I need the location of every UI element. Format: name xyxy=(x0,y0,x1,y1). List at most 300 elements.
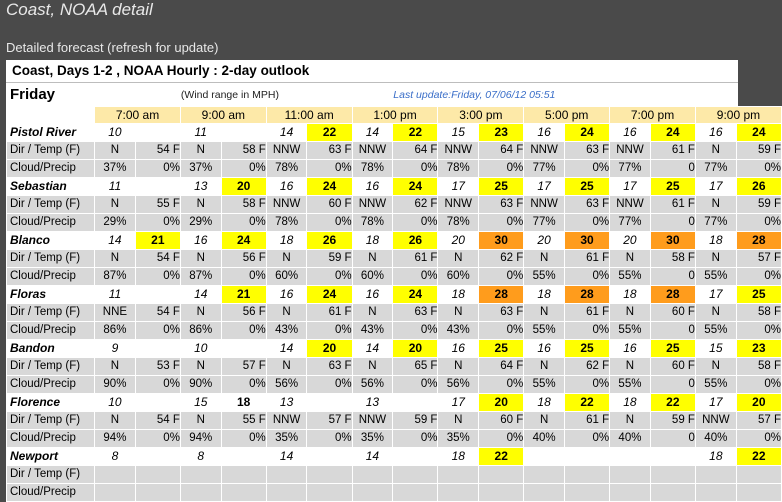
wind-direction: N xyxy=(524,412,565,430)
wind-gust: 20 xyxy=(479,394,524,412)
wind-gust xyxy=(393,448,438,466)
precip-chance: 0% xyxy=(479,430,524,448)
temperature: 59 F xyxy=(307,250,352,268)
time-header: 7:00 am xyxy=(95,107,181,124)
cloud-cover: 77% xyxy=(695,214,736,232)
wind-gust: 22 xyxy=(307,124,352,142)
wind-speed: 16 xyxy=(438,340,479,358)
wind-direction: N xyxy=(180,196,221,214)
wind-speed: 15 xyxy=(438,124,479,142)
wind-speed: 16 xyxy=(695,124,736,142)
temperature: 54 F xyxy=(135,304,180,322)
wind-gust: 22 xyxy=(736,448,781,466)
precip-chance: 0% xyxy=(221,160,266,178)
wind-direction: N xyxy=(95,196,136,214)
wind-gust: 22 xyxy=(564,394,609,412)
cloud-precip-label: Cloud/Precip xyxy=(7,484,95,502)
wind-speed: 16 xyxy=(524,340,565,358)
precip-chance xyxy=(393,484,438,502)
cloud-cover: 35% xyxy=(438,430,479,448)
temperature: 56 F xyxy=(221,304,266,322)
temperature: 57 F xyxy=(736,250,781,268)
temperature xyxy=(650,466,695,484)
wind-direction: NNW xyxy=(438,196,479,214)
wind-direction: N xyxy=(95,358,136,376)
dir-temp-label: Dir / Temp (F) xyxy=(7,466,95,484)
wind-speed: 16 xyxy=(610,340,651,358)
cloud-cover: 55% xyxy=(610,268,651,286)
wind-direction: N xyxy=(610,358,651,376)
cloud-cover: 77% xyxy=(524,214,565,232)
wind-direction: N xyxy=(95,412,136,430)
wind-direction: N xyxy=(695,250,736,268)
cloud-cover: 87% xyxy=(180,268,221,286)
precip-chance: 0% xyxy=(736,214,781,232)
cloud-cover: 55% xyxy=(695,376,736,394)
cloud-cover: 60% xyxy=(352,268,393,286)
wind-direction: NNE xyxy=(95,304,136,322)
time-header: 3:00 pm xyxy=(438,107,524,124)
wind-gust: 24 xyxy=(650,124,695,142)
cloud-cover: 90% xyxy=(180,376,221,394)
temperature: 64 F xyxy=(393,142,438,160)
wind-speed: 18 xyxy=(438,286,479,304)
wind-direction: N xyxy=(524,358,565,376)
temperature: 59 F xyxy=(736,196,781,214)
wind-direction xyxy=(180,466,221,484)
dir-temp-row xyxy=(7,358,782,376)
wind-gust: 26 xyxy=(393,232,438,250)
wind-gust: 26 xyxy=(307,232,352,250)
station-name[interactable]: Blanco xyxy=(7,232,95,250)
cloud-cover xyxy=(95,484,136,502)
cloud-precip-label: Cloud/Precip xyxy=(7,430,95,448)
cloud-cover xyxy=(524,484,565,502)
cloud-cover: 55% xyxy=(610,322,651,340)
wind-gust xyxy=(307,448,352,466)
wind-gust: 25 xyxy=(479,178,524,196)
wind-gust: 22 xyxy=(479,448,524,466)
wind-speed: 8 xyxy=(180,448,221,466)
wind-speed: 16 xyxy=(610,124,651,142)
wind-direction: NNW xyxy=(610,142,651,160)
precip-chance: 0% xyxy=(564,268,609,286)
wind-speed: 17 xyxy=(610,178,651,196)
cloud-cover: 94% xyxy=(180,430,221,448)
wind-direction: N xyxy=(266,358,307,376)
wind-speed: 16 xyxy=(352,286,393,304)
wind-speed: 15 xyxy=(180,394,221,412)
wind-gust: 23 xyxy=(736,340,781,358)
wind-gust xyxy=(564,448,609,466)
cloud-cover: 94% xyxy=(95,430,136,448)
cloud-cover: 29% xyxy=(180,214,221,232)
cloud-precip-row xyxy=(7,484,782,502)
cloud-cover: 35% xyxy=(266,430,307,448)
temperature: 58 F xyxy=(736,304,781,322)
wind-gust: 21 xyxy=(135,232,180,250)
temperature: 63 F xyxy=(479,196,524,214)
precip-chance xyxy=(564,484,609,502)
wind-direction: NNW xyxy=(352,412,393,430)
cloud-precip-row xyxy=(7,160,782,178)
temperature: 63 F xyxy=(393,304,438,322)
temperature: 55 F xyxy=(135,196,180,214)
wind-gust xyxy=(221,448,266,466)
wind-speed: 10 xyxy=(180,340,221,358)
wind-speed: 18 xyxy=(695,448,736,466)
temperature: 54 F xyxy=(135,250,180,268)
cloud-cover: 90% xyxy=(95,376,136,394)
wind-direction: NNW xyxy=(610,196,651,214)
precip-chance: 0% xyxy=(307,214,352,232)
cloud-cover: 56% xyxy=(266,376,307,394)
precip-chance xyxy=(307,484,352,502)
cloud-precip-label: Cloud/Precip xyxy=(7,322,95,340)
cloud-cover: 56% xyxy=(438,376,479,394)
wind-gust xyxy=(135,394,180,412)
forecast-panel xyxy=(6,60,781,498)
temperature: 61 F xyxy=(650,196,695,214)
wind-direction xyxy=(266,466,307,484)
wind-direction: N xyxy=(695,196,736,214)
wind-speed: 18 xyxy=(266,232,307,250)
wind-gust xyxy=(135,340,180,358)
wind-gust: 25 xyxy=(736,286,781,304)
dir-temp-label: Dir / Temp (F) xyxy=(7,304,95,322)
wind-speed: 8 xyxy=(95,448,136,466)
temperature: 58 F xyxy=(736,358,781,376)
cloud-cover: 77% xyxy=(610,160,651,178)
temperature: 61 F xyxy=(307,304,352,322)
cloud-cover: 77% xyxy=(524,160,565,178)
temperature: 59 F xyxy=(650,412,695,430)
wind-gust: 24 xyxy=(736,124,781,142)
wind-speed: 20 xyxy=(524,232,565,250)
wind-direction: NNW xyxy=(266,196,307,214)
precip-chance: 0% xyxy=(307,430,352,448)
dir-temp-label: Dir / Temp (F) xyxy=(7,412,95,430)
cloud-cover: 86% xyxy=(95,322,136,340)
dir-temp-row xyxy=(7,142,782,160)
precip-chance: 0% xyxy=(479,160,524,178)
wind-direction: NNW xyxy=(352,196,393,214)
wind-direction: N xyxy=(438,412,479,430)
wind-direction xyxy=(352,466,393,484)
station-row xyxy=(7,394,782,412)
station-name[interactable]: Florence xyxy=(7,394,95,412)
station-row xyxy=(7,448,782,466)
wind-direction xyxy=(610,466,651,484)
wind-speed: 13 xyxy=(266,394,307,412)
wind-direction xyxy=(695,466,736,484)
station-row xyxy=(7,286,782,304)
precip-chance: 0% xyxy=(479,322,524,340)
temperature xyxy=(479,466,524,484)
cloud-cover: 77% xyxy=(695,160,736,178)
temperature: 58 F xyxy=(221,142,266,160)
wind-speed: 16 xyxy=(524,124,565,142)
temperature: 54 F xyxy=(135,412,180,430)
precip-chance: 0% xyxy=(221,268,266,286)
precip-chance: 0% xyxy=(221,430,266,448)
wind-gust: 30 xyxy=(650,232,695,250)
precip-chance: 0% xyxy=(564,430,609,448)
precip-chance: 0 xyxy=(650,376,695,394)
wind-direction: N xyxy=(695,142,736,160)
cloud-cover xyxy=(438,484,479,502)
precip-chance xyxy=(135,484,180,502)
cloud-cover: 35% xyxy=(352,430,393,448)
wind-speed xyxy=(610,448,651,466)
precip-chance: 0% xyxy=(564,322,609,340)
wind-direction: N xyxy=(180,142,221,160)
precip-chance: 0% xyxy=(564,160,609,178)
wind-gust: 28 xyxy=(564,286,609,304)
precip-chance: 0% xyxy=(393,430,438,448)
wind-speed: 9 xyxy=(95,340,136,358)
temperature: 57 F xyxy=(736,412,781,430)
wind-gust: 28 xyxy=(479,286,524,304)
cloud-cover: 78% xyxy=(266,160,307,178)
temperature: 57 F xyxy=(307,412,352,430)
precip-chance xyxy=(221,484,266,502)
cloud-precip-label: Cloud/Precip xyxy=(7,160,95,178)
temperature: 56 F xyxy=(221,250,266,268)
wind-speed: 17 xyxy=(695,286,736,304)
wind-gust: 24 xyxy=(307,178,352,196)
cloud-precip-row xyxy=(7,322,782,340)
wind-speed: 18 xyxy=(352,232,393,250)
precip-chance: 0% xyxy=(307,160,352,178)
temperature: 63 F xyxy=(307,358,352,376)
precip-chance: 0% xyxy=(307,322,352,340)
precip-chance: 0 xyxy=(650,160,695,178)
cloud-cover: 60% xyxy=(266,268,307,286)
dir-temp-row xyxy=(7,466,782,484)
cloud-cover xyxy=(695,484,736,502)
temperature: 60 F xyxy=(479,412,524,430)
cloud-cover: 40% xyxy=(524,430,565,448)
temperature: 53 F xyxy=(135,358,180,376)
cloud-cover: 40% xyxy=(610,430,651,448)
precip-chance: 0% xyxy=(736,160,781,178)
wind-gust xyxy=(307,394,352,412)
wind-direction: N xyxy=(180,250,221,268)
station-name[interactable]: Pistol River xyxy=(7,124,95,142)
wind-gust: 25 xyxy=(650,340,695,358)
wind-gust xyxy=(650,448,695,466)
cloud-precip-row xyxy=(7,214,782,232)
app-title: Coast, NOAA detail xyxy=(6,0,153,19)
wind-gust xyxy=(393,394,438,412)
wind-speed: 18 xyxy=(610,286,651,304)
precip-chance: 0% xyxy=(135,214,180,232)
cloud-cover xyxy=(266,484,307,502)
precip-chance: 0% xyxy=(135,268,180,286)
cloud-cover: 78% xyxy=(352,160,393,178)
station-name[interactable]: Sebastian xyxy=(7,178,95,196)
wind-direction xyxy=(524,466,565,484)
wind-gust: 30 xyxy=(479,232,524,250)
wind-gust: 21 xyxy=(221,286,266,304)
precip-chance: 0 xyxy=(650,322,695,340)
refresh-subtitle[interactable]: Detailed forecast (refresh for update) xyxy=(6,40,219,55)
wind-gust: 20 xyxy=(736,394,781,412)
wind-speed: 17 xyxy=(695,394,736,412)
wind-gust: 30 xyxy=(564,232,609,250)
wind-gust: 25 xyxy=(650,178,695,196)
wind-gust: 24 xyxy=(393,286,438,304)
dir-temp-row xyxy=(7,196,782,214)
precip-chance xyxy=(650,484,695,502)
wind-direction: N xyxy=(438,358,479,376)
wind-direction: N xyxy=(180,358,221,376)
cloud-precip-label: Cloud/Precip xyxy=(7,214,95,232)
wind-speed: 16 xyxy=(352,178,393,196)
cloud-cover: 37% xyxy=(180,160,221,178)
cloud-cover: 37% xyxy=(95,160,136,178)
wind-speed: 18 xyxy=(524,394,565,412)
precip-chance: 0% xyxy=(479,268,524,286)
wind-gust: 20 xyxy=(221,178,266,196)
temperature: 62 F xyxy=(393,196,438,214)
station-name[interactable]: Bandon xyxy=(7,340,95,358)
station-row xyxy=(7,124,782,142)
wind-direction: N xyxy=(352,358,393,376)
cloud-cover: 78% xyxy=(352,214,393,232)
wind-speed: 11 xyxy=(95,286,136,304)
dir-temp-label: Dir / Temp (F) xyxy=(7,250,95,268)
wind-speed: 14 xyxy=(95,232,136,250)
wind-range-note: (Wind range in MPH) xyxy=(180,84,392,107)
dir-temp-row xyxy=(7,250,782,268)
precip-chance: 0% xyxy=(221,214,266,232)
wind-direction: N xyxy=(438,304,479,322)
cloud-cover: 43% xyxy=(266,322,307,340)
precip-chance: 0% xyxy=(221,376,266,394)
time-header: 11:00 am xyxy=(266,107,352,124)
wind-speed: 14 xyxy=(180,286,221,304)
wind-gust: 28 xyxy=(650,286,695,304)
cloud-cover: 55% xyxy=(610,376,651,394)
wind-gust xyxy=(135,178,180,196)
temperature: 57 F xyxy=(221,358,266,376)
wind-direction: N xyxy=(524,250,565,268)
temperature: 60 F xyxy=(650,304,695,322)
cloud-cover: 55% xyxy=(524,376,565,394)
wind-speed: 20 xyxy=(610,232,651,250)
cloud-cover xyxy=(352,484,393,502)
wind-gust: 18 xyxy=(221,394,266,412)
wind-speed: 18 xyxy=(610,394,651,412)
temperature xyxy=(564,466,609,484)
wind-speed: 20 xyxy=(438,232,479,250)
wind-speed: 14 xyxy=(352,124,393,142)
temperature xyxy=(221,466,266,484)
station-name[interactable]: Newport xyxy=(7,448,95,466)
station-row xyxy=(7,340,782,358)
wind-direction: N xyxy=(95,142,136,160)
wind-gust: 26 xyxy=(736,178,781,196)
station-row xyxy=(7,178,782,196)
dir-temp-row xyxy=(7,304,782,322)
precip-chance: 0% xyxy=(564,214,609,232)
temperature: 58 F xyxy=(650,250,695,268)
wind-speed: 14 xyxy=(352,340,393,358)
temperature: 58 F xyxy=(221,196,266,214)
time-header: 1:00 pm xyxy=(352,107,438,124)
wind-direction: N xyxy=(180,304,221,322)
wind-gust: 20 xyxy=(307,340,352,358)
time-label-cell xyxy=(7,107,95,124)
temperature xyxy=(135,466,180,484)
wind-direction: N xyxy=(266,304,307,322)
wind-speed: 13 xyxy=(352,394,393,412)
precip-chance: 0% xyxy=(564,376,609,394)
temperature: 60 F xyxy=(650,358,695,376)
wind-direction: NNW xyxy=(524,196,565,214)
wind-direction: N xyxy=(438,250,479,268)
precip-chance: 0% xyxy=(736,430,781,448)
wind-gust: 20 xyxy=(393,340,438,358)
wind-speed: 11 xyxy=(180,124,221,142)
cloud-precip-label: Cloud/Precip xyxy=(7,268,95,286)
cloud-cover: 29% xyxy=(95,214,136,232)
wind-direction: N xyxy=(352,250,393,268)
wind-speed: 14 xyxy=(352,448,393,466)
temperature: 61 F xyxy=(564,250,609,268)
wind-speed: 17 xyxy=(695,178,736,196)
wind-gust xyxy=(221,124,266,142)
wind-gust: 25 xyxy=(479,340,524,358)
temperature: 61 F xyxy=(650,142,695,160)
cloud-cover xyxy=(610,484,651,502)
wind-gust xyxy=(135,124,180,142)
precip-chance xyxy=(736,484,781,502)
wind-speed: 18 xyxy=(438,448,479,466)
precip-chance: 0% xyxy=(135,430,180,448)
wind-speed: 18 xyxy=(695,232,736,250)
precip-chance: 0% xyxy=(736,376,781,394)
temperature: 62 F xyxy=(564,358,609,376)
wind-direction: N xyxy=(610,304,651,322)
time-header: 9:00 pm xyxy=(695,107,781,124)
temperature: 61 F xyxy=(564,412,609,430)
temperature: 60 F xyxy=(307,196,352,214)
precip-chance: 0 xyxy=(650,214,695,232)
wind-direction: N xyxy=(610,412,651,430)
wind-direction: NNW xyxy=(438,142,479,160)
wind-speed: 15 xyxy=(695,340,736,358)
wind-speed: 10 xyxy=(95,124,136,142)
precip-chance: 0% xyxy=(393,376,438,394)
wind-direction: NNW xyxy=(266,142,307,160)
station-name[interactable]: Floras xyxy=(7,286,95,304)
temperature: 65 F xyxy=(393,358,438,376)
time-header: 7:00 pm xyxy=(610,107,696,124)
wind-speed: 17 xyxy=(438,178,479,196)
wind-speed: 14 xyxy=(266,448,307,466)
precip-chance: 0% xyxy=(393,322,438,340)
temperature xyxy=(736,466,781,484)
wind-direction: NNW xyxy=(524,142,565,160)
cloud-cover: 78% xyxy=(438,214,479,232)
wind-speed xyxy=(524,448,565,466)
cloud-cover: 55% xyxy=(524,322,565,340)
station-row xyxy=(7,232,782,250)
wind-direction: N xyxy=(610,250,651,268)
